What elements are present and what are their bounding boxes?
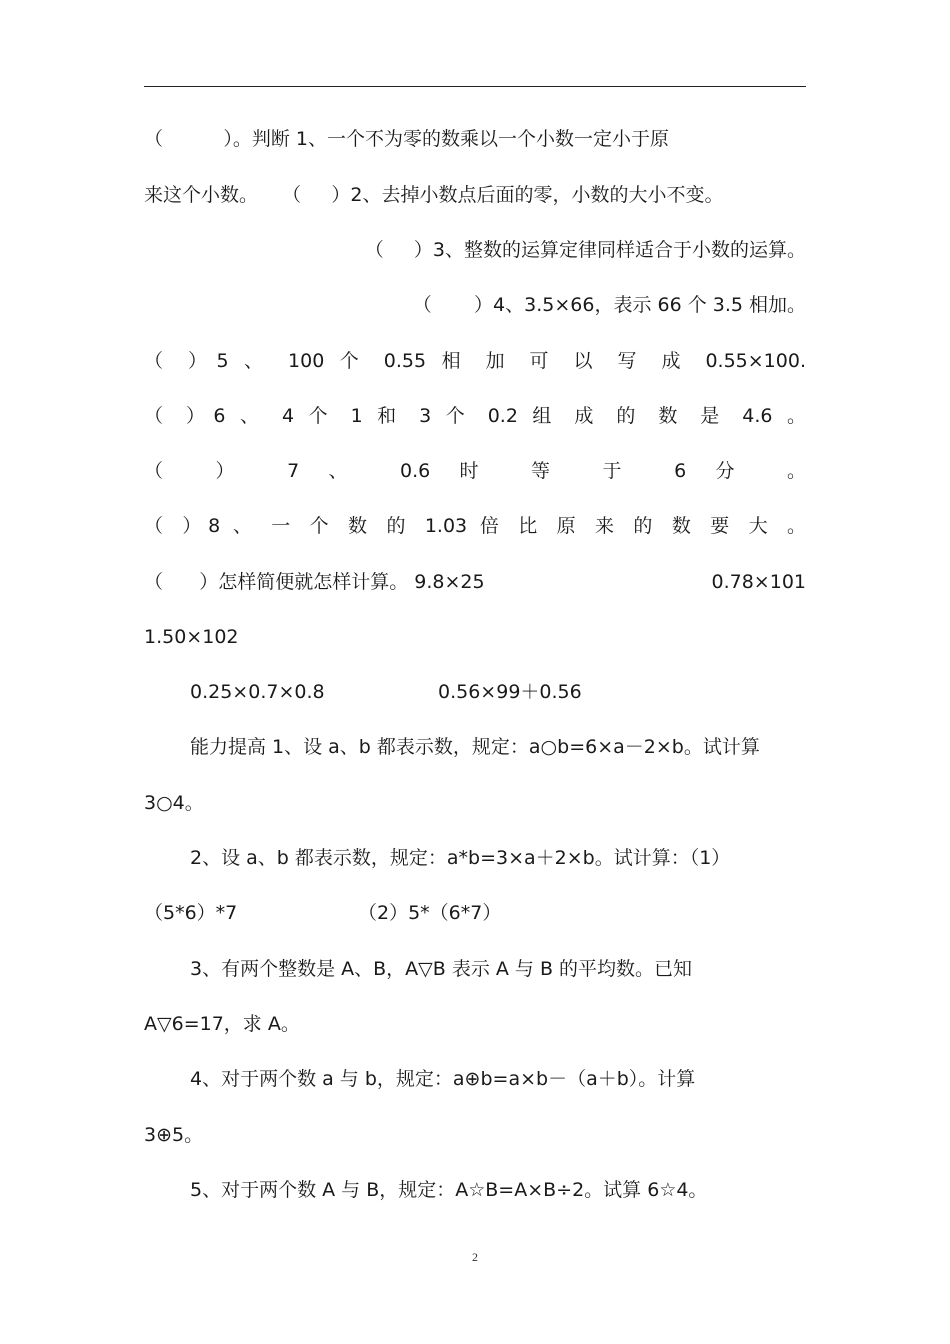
text-line-3: （ ）3、整数的运算定律同样适合于小数的运算。	[364, 239, 806, 261]
text-line-15-right: （2）5*（6*7）	[358, 902, 502, 924]
text-line-5: （ ）5 、 100 个 0.55 相 加 可 以 写 成 0.55×100.	[144, 350, 806, 372]
text-line-11-right: 0.56×99＋0.56	[438, 681, 582, 703]
text-line-19: 3⊕5。	[144, 1124, 204, 1146]
text-line-2: 来这个小数。 （ ）2、去掉小数点后面的零，小数的大小不变。	[144, 184, 724, 206]
text-line-17: A▽6=17，求 A。	[144, 1013, 300, 1035]
text-line-4: （ ）4、3.5×66，表示 66 个 3.5 相加。	[412, 294, 806, 316]
text-line-11-left: 0.25×0.7×0.8	[190, 681, 325, 703]
text-line-10: 1.50×102	[144, 626, 239, 648]
text-line-20: 5、对于两个数 A 与 B，规定：A☆B=A×B÷2。试算 6☆4。	[190, 1179, 708, 1201]
page-number: 2	[472, 1250, 478, 1264]
text-line-7: （ ） 7 、 0.6 时 等 于 6 分 。	[144, 460, 806, 482]
header-rule	[144, 86, 806, 87]
text-line-8: （ ）8 、 一 个 数 的 1.03 倍 比 原 来 的 数 要 大 。	[144, 515, 806, 537]
text-line-15-left: （5*6）*7	[144, 902, 238, 924]
text-line-18: 4、对于两个数 a 与 b，规定：a⊕b=a×b－（a＋b）。计算	[190, 1068, 696, 1090]
text-line-12: 能力提高 1、设 a、b 都表示数，规定：a○b=6×a－2×b。试计算	[190, 736, 760, 758]
text-line-13: 3○4。	[144, 792, 204, 814]
text-line-1: （ ）。判断 1、一个不为零的数乘以一个小数一定小于原	[144, 128, 670, 150]
text-line-9-left: （ ）怎样简便就怎样计算。 9.8×25	[144, 571, 485, 593]
text-line-14: 2、设 a、b 都表示数，规定：a*b=3×a＋2×b。试计算：（1）	[190, 847, 731, 869]
text-line-16: 3、有两个整数是 A、B，A▽B 表示 A 与 B 的平均数。已知	[190, 958, 693, 980]
text-line-9-right: 0.78×101	[711, 571, 806, 593]
text-line-6: （ ）6 、 4 个 1 和 3 个 0.2 组 成 的 数 是 4.6 。	[144, 405, 806, 427]
